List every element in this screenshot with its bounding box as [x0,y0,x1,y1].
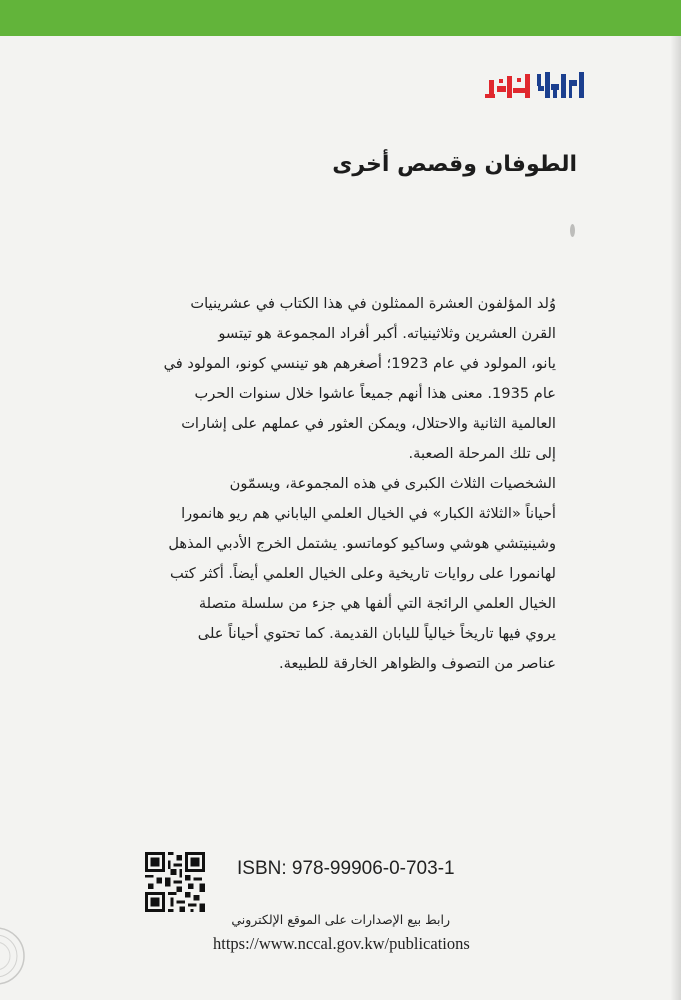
qr-code-icon[interactable] [145,852,205,912]
series-logo [483,66,589,106]
hologram-seal-icon [0,926,26,986]
book-title: الطوفان وقصص أخرى [332,152,577,177]
top-color-band [0,0,681,36]
description-line: العالمية الثانية والاحتلال، ويمكن العثور في عملهم على إشارات [181,415,556,432]
description-line: لهانمورا على روايات تاريخية وعلى الخيال العلمي أيضاً. أكثر كتب [170,565,556,582]
isbn-number: ISBN: 978-99906-0-703-1 [237,858,455,879]
cover-edge [671,36,681,1000]
description-line: الشخصيات الثلاث الكبرى في هذه المجموعة، ويسمّون [229,475,556,492]
logo-red-part [485,74,530,98]
description-line: يروي فيها تاريخاً خيالياً لليابان القديمة. كما تحتوي أحياناً على [197,625,556,642]
publications-url[interactable]: https://www.nccal.gov.kw/publications [213,934,470,953]
description-line: عناصر من التصوف والظواهر الخارقة للطبيعة. [279,655,556,672]
logo-blue-part [537,72,584,98]
description-line: أحياناً «الثلاثة الكبار» في الخيال العلمي الياباني هم ريو هانمورا [181,505,556,522]
description-line: الخيال العلمي الرائجة التي ألفها هي جزء من سلسلة متصلة [198,595,556,612]
description-line: عام 1935. معنى هذا أنهم جميعاً عاشوا خلال سنوات الحرب [194,385,556,402]
description-line: القرن العشرين وثلاثينياته. أكبر أفراد المجموعة هو تيتسو [218,325,556,342]
book-description [118,289,556,679]
cover-speck [570,224,575,237]
description-line: يانو، المولود في عام 1923؛ أصغرهم هو تينسي كونو، المولود في [163,355,556,372]
description-line: وُلد المؤلفون العشرة الممثلون في هذا الكتاب في عشرينيات [190,295,556,312]
description-line: وشينيتشي هوشي وساكيو كوماتسو. يشتمل الخرج الأدبي المذهل [168,535,556,552]
description-line: إلى تلك المرحلة الصعبة. [408,445,556,462]
publications-link-label: رابط بيع الإصدارات على الموقع الإلكتروني [231,912,450,927]
